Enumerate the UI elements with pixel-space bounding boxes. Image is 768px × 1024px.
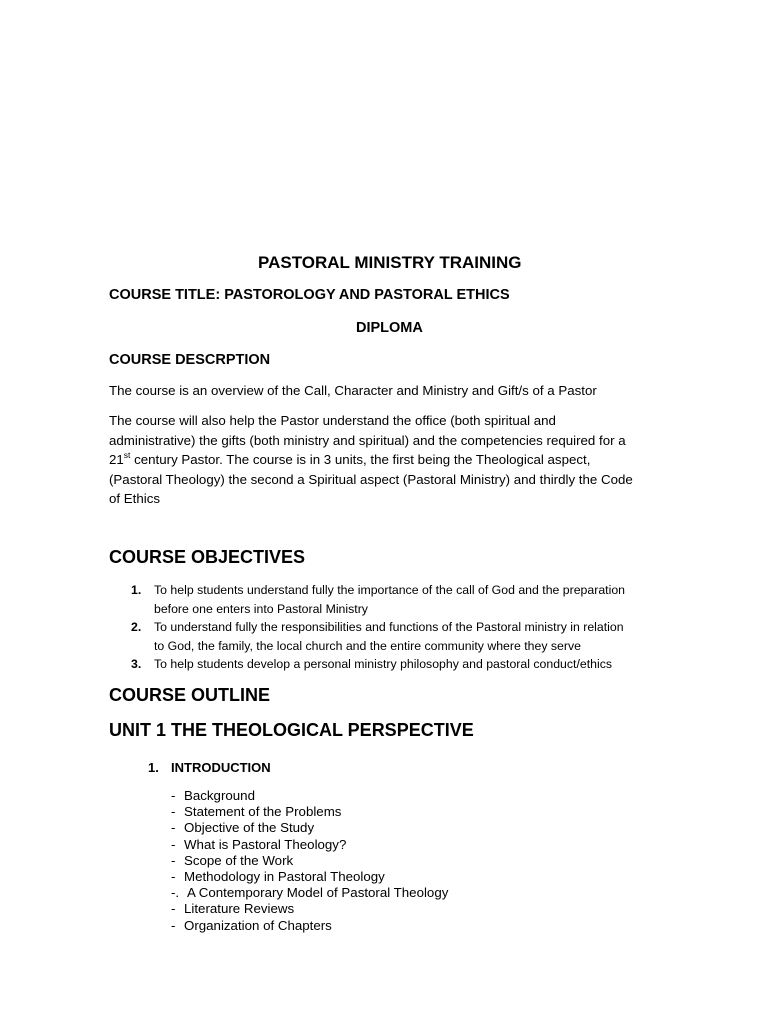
main-title: PASTORAL MINISTRY TRAINING — [258, 253, 522, 272]
description-p2-line4: (Pastoral Theology) the second a Spiritual aspect (Pastoral Ministry) and thirdly the Code — [109, 471, 633, 487]
intro-heading: INTRODUCTION — [171, 760, 271, 775]
list-item-text: Methodology in Pastoral Theology — [184, 869, 385, 885]
intro-number: 1. — [148, 760, 159, 775]
dash-bullet: - — [171, 852, 176, 868]
list-item — [171, 853, 448, 869]
description-p2-line3 — [109, 450, 679, 470]
description-p2-line2: administrative) the gifts (both ministry and spiritual) and the competencies required for a — [109, 432, 626, 448]
list-item — [171, 901, 448, 917]
description-p1-text: The course is an overview of the Call, Character and Ministry and Gift/s of a Pastor — [109, 383, 597, 398]
description-heading: COURSE DESCRPTION — [109, 352, 271, 368]
objective-number: 1. — [131, 583, 142, 597]
ordinal-number: 21 — [109, 452, 124, 467]
description-p2-line5: of Ethics — [109, 491, 160, 506]
list-item-text: Literature Reviews — [184, 901, 295, 917]
list-item-text: Objective of the Study — [184, 820, 315, 836]
list-item — [171, 820, 448, 836]
objective-item — [131, 655, 691, 674]
dash-bullet: - — [171, 917, 176, 933]
level-heading: DIPLOMA — [356, 320, 423, 336]
course-title: COURSE TITLE: PASTOROLOGY AND PASTORAL ETHICS — [109, 287, 510, 303]
outline-heading: COURSE OUTLINE — [109, 685, 271, 705]
list-item — [171, 885, 448, 901]
dash-bullet: - — [171, 901, 176, 917]
intro-items-list — [171, 788, 448, 934]
objective-item — [131, 581, 691, 618]
list-item — [171, 869, 448, 885]
description-paragraph-2 — [109, 411, 679, 509]
dash-bullet: - — [171, 820, 176, 836]
dash-bullet: - — [171, 788, 176, 803]
objective-number: 3. — [131, 657, 142, 671]
objective-line: before one enters into Pastoral Ministry — [154, 601, 368, 616]
description-paragraph-1 — [109, 381, 679, 401]
list-item — [171, 918, 448, 934]
unit1-heading: UNIT 1 THE THEOLOGICAL PERSPECTIVE — [109, 720, 474, 740]
dash-bullet: - — [171, 804, 176, 820]
list-item-text: Organization of Chapters — [184, 917, 332, 933]
list-item-text: Statement of the Problems — [184, 804, 342, 820]
dash-bullet: - — [171, 869, 176, 885]
list-item-text: What is Pastoral Theology? — [184, 836, 347, 852]
objectives-heading: COURSE OBJECTIVES — [109, 547, 306, 567]
objectives-list — [131, 581, 691, 674]
dash-bullet: -. — [171, 885, 180, 901]
list-item — [171, 837, 448, 853]
list-item — [171, 788, 448, 804]
description-p2-line1: The course will also help the Pastor understand the office (both spiritual and — [109, 413, 556, 428]
objective-line: To understand fully the responsibilities and functions of the Pastoral ministry in relation — [154, 620, 624, 634]
list-item-text: A Contemporary Model of Pastoral Theology — [184, 885, 449, 901]
objective-line: To help students understand fully the importance of the call of God and the preparation — [154, 583, 625, 597]
objective-line: to God, the family, the local church and the entire community where they serve — [154, 638, 581, 653]
ordinal-suffix: st — [123, 449, 131, 460]
objective-item — [131, 618, 691, 655]
list-item — [171, 804, 448, 820]
description-p2-line3-rest: century Pastor. The course is in 3 units, the first being the Theological aspect, — [130, 452, 591, 467]
objective-line: To help students develop a personal ministry philosophy and pastoral conduct/ethics — [154, 657, 612, 671]
list-item-text: Scope of the Work — [184, 852, 294, 868]
list-item-text: Background — [184, 788, 255, 803]
dash-bullet: - — [171, 836, 176, 852]
objective-number: 2. — [131, 620, 142, 634]
